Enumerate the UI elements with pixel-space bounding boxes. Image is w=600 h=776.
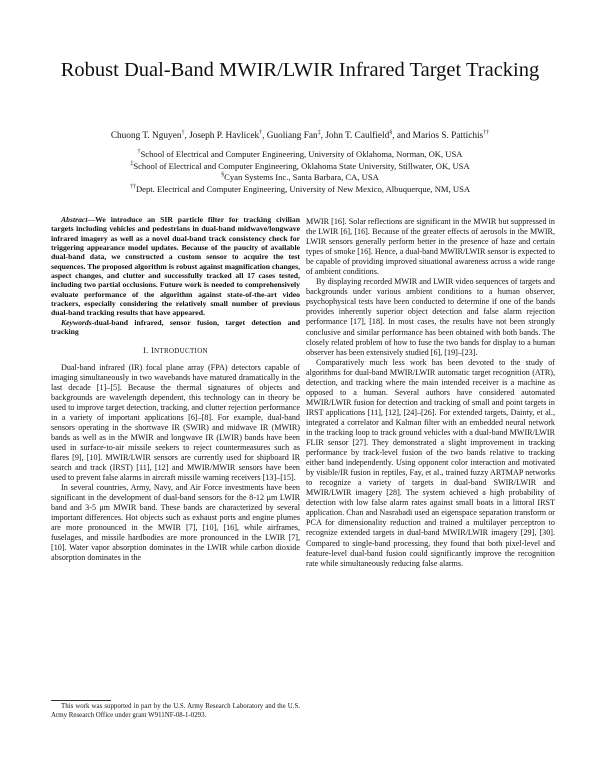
affiliation: †School of Electrical and Computer Engineering, University of Oklahoma, Norman, OK, USA [137, 149, 463, 159]
footnote-divider [51, 700, 111, 701]
keywords [51, 318, 300, 337]
affiliation: ‡School of Electrical and Computer Engineering, Oklahoma State University, Stillwater, OK, USA [130, 160, 470, 171]
section-heading-introduction: I. INTRODUCTION [143, 346, 208, 356]
body-paragraph: Dual-band infrared (IR) focal plane array (FPA) detectors capable of imaging simultaneously in two wavebands have matured dramatically in the last decade [1]–[5]. Because the thermal signatures of objects and backgrounds are wavelength dependent, this technology can in theory be used to improve target detection, tracking, and clutter rejection performance in a variety of important applications [6]–[8]. For example, dual-band sensors operating in the shortwave IR (SWIR) and midwave IR (MWIR) bands as well as in the MWIR and longwave IR (LWIR) bands have been used in surface-to-air missile seekers to reject countermeasures such as flares [9], [10]. MWIR/LWIR sensors are currently used for shipboard IR search and track (IRST) [11], [12] and MWIR/MWIR sensors have been used to prevent false alarms in aircraft missile warning receivers [13]–[15]. [51, 362, 300, 483]
affiliations [30, 149, 570, 196]
body-paragraph: By displaying recorded MWIR and LWIR video sequences of targets and backgrounds under various ambient conditions to a human observer, psychophysical tests have been conducted to determine if one of the bands provides inherently superior object detection and false alarm rejection performance [17], [18]. In most cases, the results have not been strongly conclusive and similar performance has been obtained with both bands. The closely related problem of how to fuse the two bands for display to a human observer has been extensively studied [6], [19]–[23]. [306, 277, 555, 357]
abstract-text: —We introduce an SIR particle filter for tracking civilian targets including vehicles and pedestrians in dual-band midwave/longwave infrared imagery as well as a novel dual-band track consistency check for triggering appearance model updates. Because of the paucity of available dual-band data, we constructed a custom sensor to acquire the test sequences. The proposed algorithm is robust against magnification changes, aspect changes, and clutter and successfully tracked all 17 cases tested, including two partial occlusions. Future work is needed to comprehensively evaluate performance of the algorithm against state-of-the-art video trackers, especially considering the relatively small number of previous dual-band tracking results that have appeared. [51, 215, 300, 318]
author: John T. Caulfield§, and [325, 129, 413, 141]
author: Joseph P. Havlicek†, [189, 129, 267, 141]
author: Marios S. Pattichis†† [412, 129, 490, 141]
body-paragraph: In several countries, Army, Navy, and Air Force investments have been significant in the development of dual-band sensors for the 8-12 μm LWIR band and 3-5 μm MWIR band. These bands are characterized by several important differences. Hot objects such as exhaust ports and engine plumes are more pronounced in the MWIR [7], [10], [16], while airframes, fuselages, and missile hardbodies are more pronounced in the LWIR [7], [10]. Water vapor absorption dominates in the LWIR while carbon dioxide absorption dominates in the [51, 483, 300, 563]
author: Guoliang Fan‡, [266, 129, 326, 141]
right-column [306, 217, 555, 569]
abstract-label: Abstract [61, 215, 88, 224]
footnote: This work was supported in part by the U.S. Army Research Laboratory and the U.S. Army Research Office under grant W911NF-08-1-0293. [51, 703, 300, 719]
author-line [30, 130, 570, 142]
body-paragraph: Comparatively much less work has been devoted to the study of algorithms for dual-band MWIR/LWIR automatic target recognition (ATR), detection, and tracking where the main intended receiver is a machine as opposed to a human. Several authors have considered automated MWIR/LWIR fusion for detection and tracking of small and point targets in IRST applications [11], [12], [24]–[26]. For extended targets, Dainty, et al., integrated a correlator and Kalman filter with an embedded neural network in the tracking loop to track ground vehicles with a dual-band MWIR/LWIR FLIR sensor [27]. They demonstrated a slight improvement in tracking performance by track-level fusion of the two bands relative to tracking either band independently. Using opponent color interaction and motivated by visible/IR fusion in reptiles, Fay, et al., trained fuzzy ARTMAP networks to recognize a variety of targets in dual-band SWIR/LWIR and MWIR/LWIR imagery [28]. The system achieved a high probability of detection with low false alarm rates against small boats in a littoral IRST application. Chan and Nasrabadi used an eigenspace separation transform or PCA for dimensionality reduction and trained a multilayer perceptron to recognize extended targets in dual-band MWIR/LWIR imagery [29], [30]. Compared to single-band processing, they found that both pixel-level and feature-level dual-band fusion could significantly improve the recognition rate while simultaneously reducing false alarms. [306, 357, 555, 568]
author: Chuong T. Nguyen†, [110, 129, 190, 141]
paper-title: Robust Dual-Band MWIR/LWIR Infrared Target Tracking [60, 59, 540, 81]
left-column [51, 215, 300, 563]
affiliation: §Cyan Systems Inc., Santa Barbara, CA, USA [221, 172, 379, 183]
affiliation: ††Dept. Electrical and Computer Engineering, University of New Mexico, Albuquerque, NM, USA [129, 184, 471, 195]
keywords-text: -dual-band infrared, sensor fusion, target detection and tracking [51, 317, 300, 337]
body-paragraph: MWIR [16]. Solar reflections are significant in the MWIR but suppressed in the LWIR [6], [16]. Because of the greater effects of aerosols in the MWIR, LWIR sensors generally perform better in the presence of haze and certain types of smoke [16]. Hence, a dual-band MWIR/LWIR sensor is expected to be capable of providing improved situational awareness across a wide range of ambient conditions. [306, 217, 555, 277]
abstract [51, 215, 300, 318]
keywords-label: Keywords [61, 317, 92, 327]
